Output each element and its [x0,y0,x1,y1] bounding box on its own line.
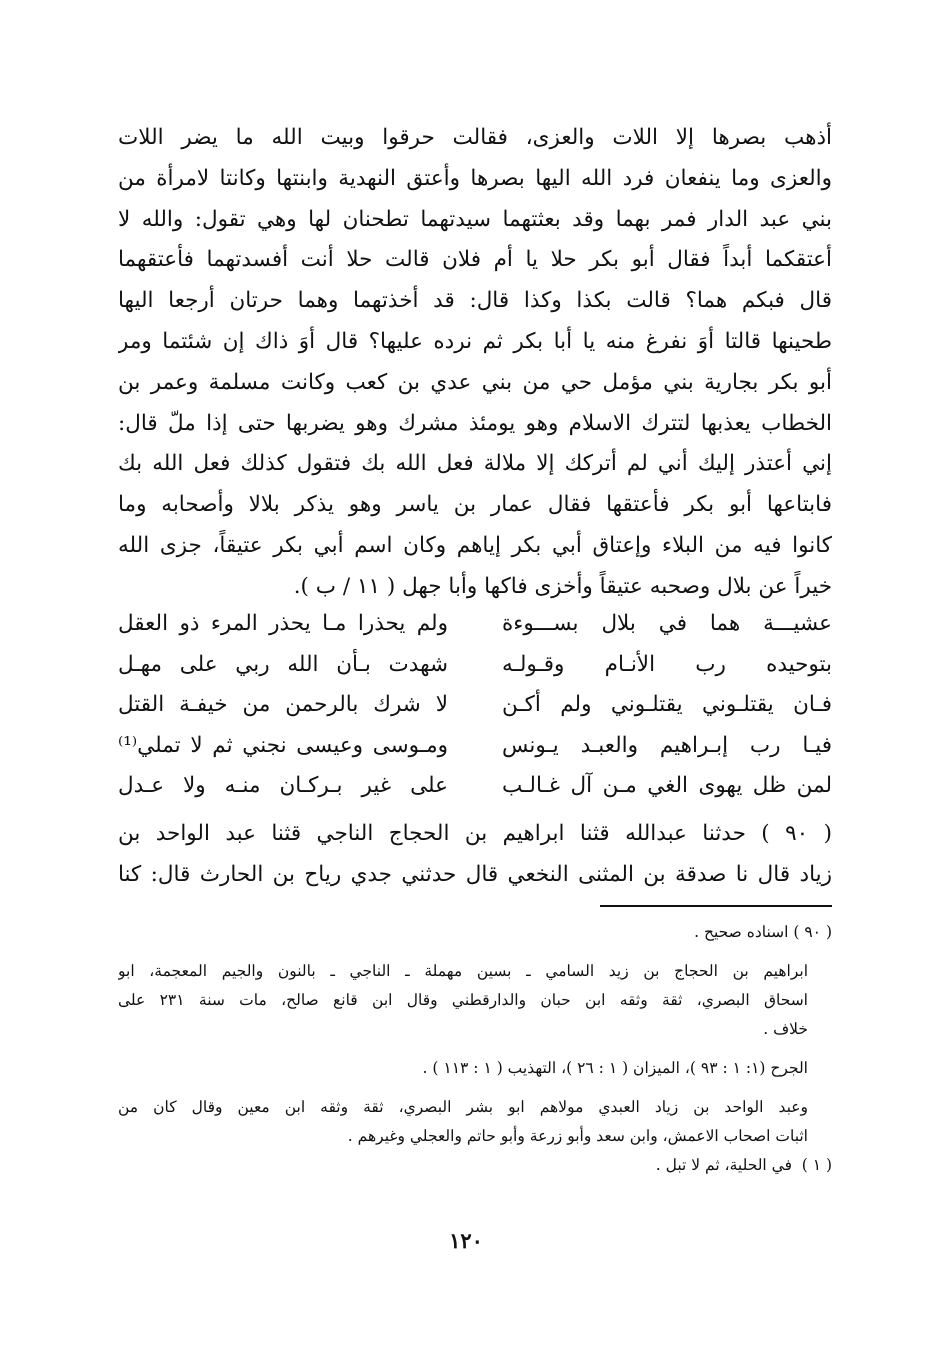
footnote-line: الجرح (١: ١ : ٩٣ )، الميزان ( ١ : ٢٦ )، التهذيب ( ١ : ١١٣ ) . [422,1059,808,1077]
verse-second-half: ولم يحذرا مـا يحذر المرء ذو العقل [118,611,448,636]
paragraph-line: كانوا فيه من البلاء وإعتاق أبي بكر إياهم وكان اسم أبي بكر عتيقاً، جزى الله [118,532,832,558]
hadith-line: زياد قال نا صدقة بن المثنى النخعي قال حدثني جدي رياح بن الحارث قال: كنا [118,861,832,887]
poem-verse [118,604,832,645]
footnote-line: اسحاق البصري، ثقة وثقه ابن حبان والدارقطني وقال ابن قانع صالح، مات سنة ٢٣١ على [118,991,808,1009]
verse-first-half: بتوحيده رب الأنـام وقـولـه [502,651,832,677]
paragraph-line: فابتاعها أبو بكر فأعتقها فقال عمار بن ياسر وهو يذكر بلالا وأصحابه وما [118,492,832,518]
footnote-separator [600,905,832,907]
paragraph-line: الخطاب يعذبها لتترك الاسلام وهو يومئذ مشرك وهو يضربها حتى إذا ملّ قال: [118,410,832,436]
footnotes [118,918,832,1180]
paragraph-line: إني أعتذر إليك أني لم أتركك إلا ملالة فعل الله بك فتقول كذلك فعل الله بك [118,451,832,477]
verse-first-half: فيـا رب إبـراهيم والعبـد يـونس [502,732,832,758]
paragraph-line: أعتقكما أبداً فقال أبو بكر حلا يا أم فلان قالت حلا أنت أفسدتهما فأعتقهما [118,247,832,273]
footnote-line: ابراهيم بن الحجاج بن زيد السامي ـ بسين مهملة ـ الناجي ـ بالنون والجيم المعجمة، ابو [118,962,808,980]
footnote-marker: ( ١ ) [801,1156,832,1174]
poem-verse [118,726,832,767]
paragraph-line: طحينها قالتا أوَ نفرغ منه يا أبا بكر ثم نرده عليها؟ قال أوَ ذاك إن شئتما ومر [118,328,832,354]
poem-verses [118,604,832,807]
verse-first-half: فـان يقتلـوني يقتلـوني ولم أكـن [502,692,832,717]
verse-second-half: شهدت بـأن الله ربي على مهـل [118,651,448,677]
footnote-line: وعبد الواحد بن زياد العبدي مولاهم ابو بشر البصري، ثقة وثقه ابن معين وقال كان من [118,1098,808,1116]
verse-first-half: لمن ظل يهوى الغي مـن آل غـالـب [502,773,832,798]
hadith-line: ( ٩٠ ) حدثنا عبدالله قثنا ابراهيم بن الحجاج الناجي قثنا عبد الواحد بن [118,821,832,846]
footnote-ibrahim [118,957,832,1044]
footnote-isnad [118,918,832,947]
verse-first-half: عشيـــة هما في بلال بســـوءة [502,611,832,636]
hadith-paragraph [118,814,832,896]
paragraph-line: أذهب بصرها إلا اللات والعزى، فقالت حرقوا وبيت الله ما يضر اللات [118,125,832,150]
poem-verse [118,685,832,726]
paragraph-line: أبو بكر بجارية بني مؤمل حي من بني عدي بن كعب وكانت مسلمة وعمر بن [118,369,832,395]
verse-second-half: على غير بـركـان منـه ولا عـدل [118,773,448,798]
footnote-line: خلاف . [763,1020,808,1038]
verse-second-half: ومـوسى وعيسى نجني ثم لا تملي⁽¹⁾ [118,732,448,758]
footnote-line: اثبات اصحاب الاعمش، وابن سعد وأبو زرعة وأبو حاتم والعجلي وغيرهم . [347,1127,808,1145]
poem-verse [118,645,832,686]
verse-second-half: لا شرك بالرحمن من خيفـة القتل [118,692,448,717]
footnote-refs [118,1054,832,1083]
poem-verse [118,766,832,807]
paragraph-line: والعزى وما ينفعان فرد الله اليها بصرها وأعتق النهدية وابنتها وكانتا لامرأة من [118,165,832,191]
page-number: ١٢٠ [449,1228,483,1253]
footnote-note-1 [118,1151,832,1180]
footnote-note-text: في الحلية، ثم لا تبل . [655,1156,792,1174]
footnote-abdulwahid [118,1093,832,1151]
paragraph-line: خيراً عن بلال وصحبه عتيقاً وأخزى فاكها وأبا جهل ( ١١ / ب ). [293,573,832,599]
paragraph-line: قال فبكم هما؟ قالت بكذا وكذا قال: قد أخذتهما وهما حرتان أرجعا اليها [118,288,832,314]
footnote-line: ( ٩٠ ) اسناده صحيح . [694,923,832,941]
paragraph-line: بني عبد الدار فمر بهما وقد بعثتهما سيدتهما تطحنان لها وهي تقول: والله لا [118,206,832,232]
main-paragraph [118,118,832,608]
